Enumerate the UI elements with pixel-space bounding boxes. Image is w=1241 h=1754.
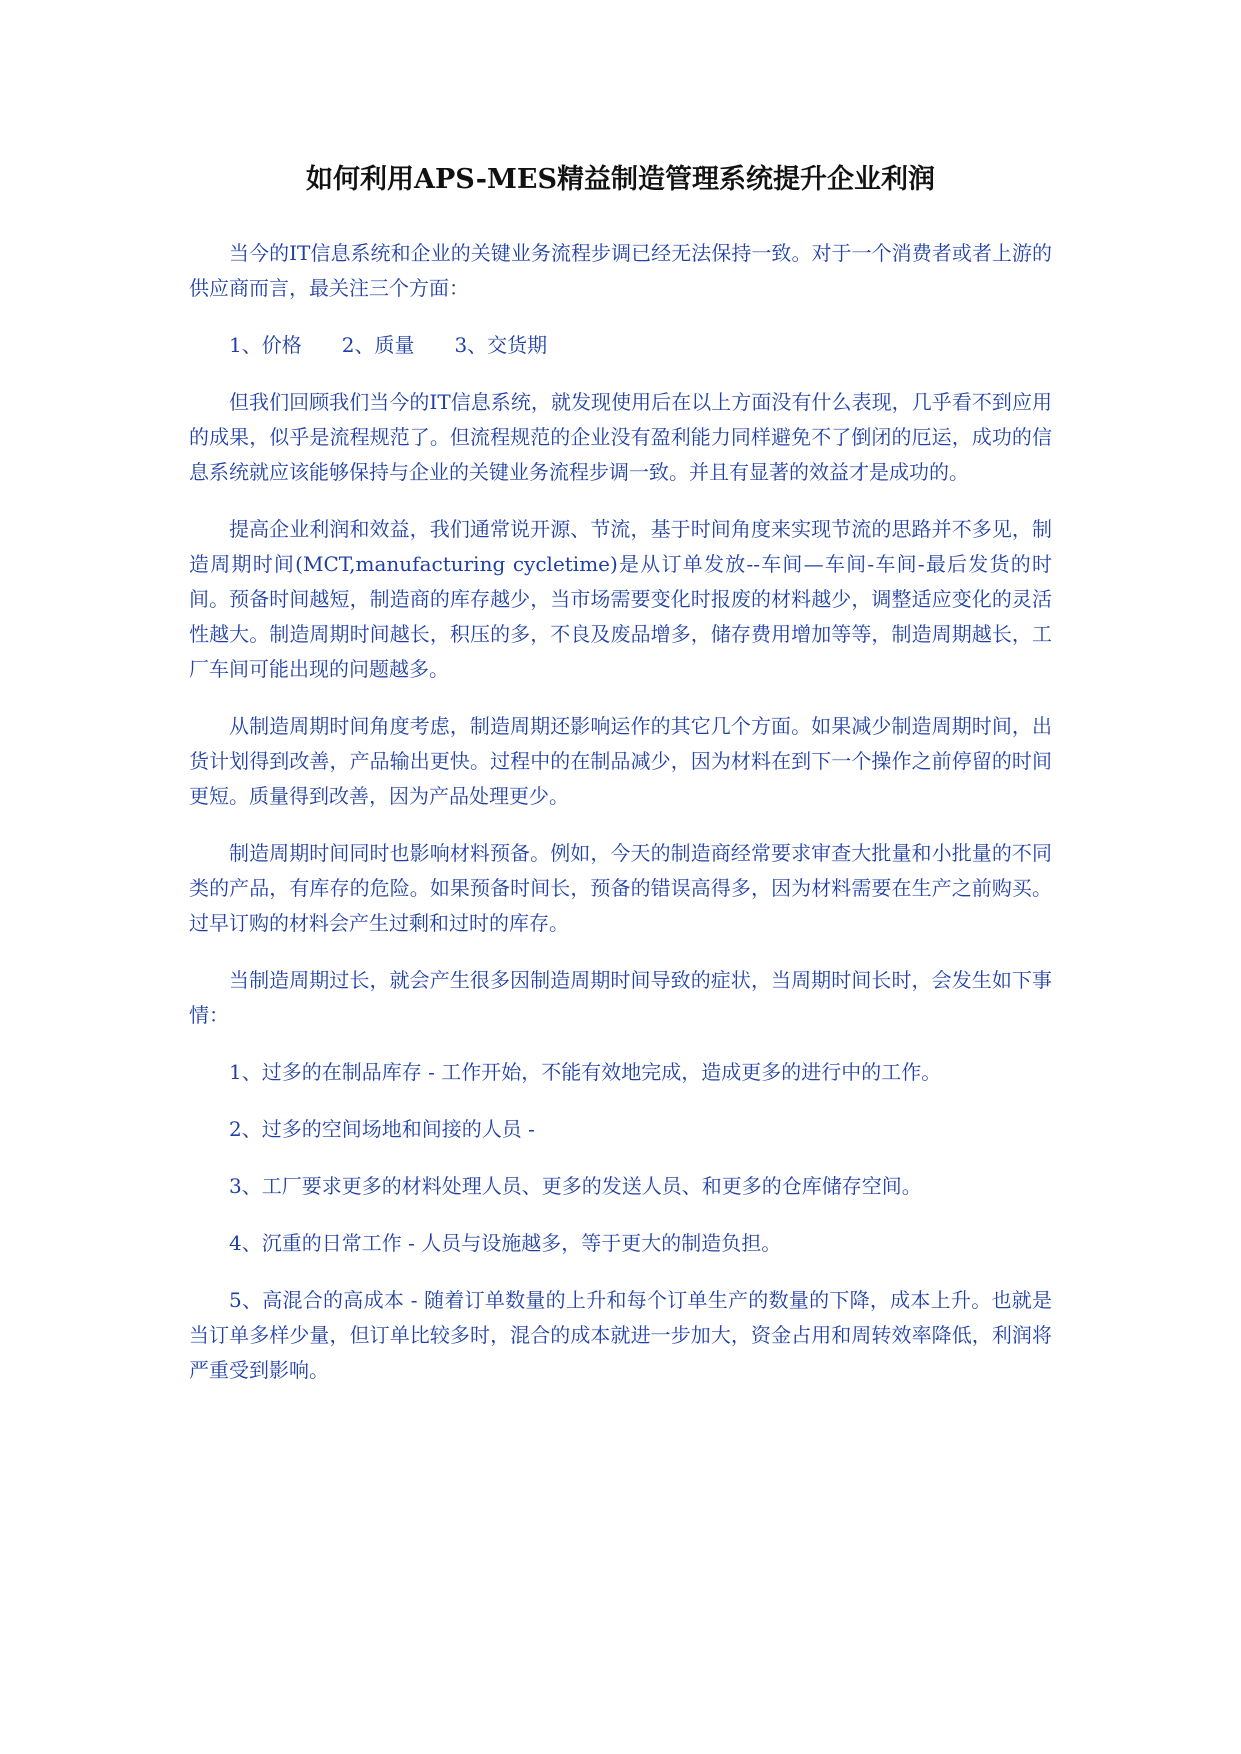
- paragraph-cycle-impact: 从制造周期时间角度考虑，制造周期还影响运作的其它几个方面。如果减少制造周期时间，出货计划得到改善，产品输出更快。过程中的在制品减少，因为材料在到下一个操作之前停留的时间更短。质量得到改善，因为产品处理更少。: [189, 714, 1052, 808]
- paragraph-profit-mct: 提高企业利润和效益，我们通常说开源、节流，基于时间角度来实现节流的思路并不多见，制造周期时间(MCT,manufacturing cycletime)是从订单发放--车间—车间-车间-最后发货的时间。预备时间越短，制造商的库存越少，当市场需要变化时报废的材料越少，调整适应变化的灵活性越大。制造周期时间越长，积压的多，不良及废品增多，储存费用增加等等，制造周期越长，工厂车间可能出现的问题越多。: [189, 517, 1052, 681]
- list-item-space-staff: 2、过多的空间场地和间接的人员 -: [229, 1117, 535, 1141]
- paragraph-material-prep: 制造周期时间同时也影响材料预备。例如，今天的制造商经常要求审查大批量和小批量的不同类的产品，有库存的危险。如果预备时间长，预备的错误高得多，因为材料需要在生产之前购买。过早订购的材料会产生过剩和过时的库存。: [189, 841, 1052, 935]
- list-item-material-handling: 3、工厂要求更多的材料处理人员、更多的发送人员、和更多的仓库储存空间。: [229, 1174, 922, 1198]
- paragraph-intro: 当今的IT信息系统和企业的关键业务流程步调已经无法保持一致。对于一个消费者或者上游的供应商而言，最关注三个方面：: [189, 241, 1052, 300]
- paragraph-it-review: 但我们回顾我们当今的IT信息系统，就发现使用后在以上方面没有什么表现，几乎看不到应用的成果，似乎是流程规范了。但流程规范的企业没有盈利能力同样避免不了倒闭的厄运，成功的信息系统就应该能够保持与企业的关键业务流程步调一致。并且有显著的效益才是成功的。: [189, 390, 1052, 484]
- list-item-wip-inventory: 1、过多的在制品库存 - 工作开始，不能有效地完成，造成更多的进行中的工作。: [229, 1060, 942, 1084]
- list-item-high-mix-cost: 5、高混合的高成本 - 随着订单数量的上升和每个订单生产的数量的下降，成本上升。也就是当订单多样少量，但订单比较多时，混合的成本就进一步加大，资金占用和周转效率降低，利润将严重受到影响。: [189, 1288, 1052, 1382]
- paragraph-focus-list: 1、价格 2、质量 3、交货期: [229, 333, 548, 357]
- document-title: 如何利用APS-MES精益制造管理系统提升企业利润: [306, 164, 935, 195]
- document-body: [189, 236, 1052, 1410]
- list-item-daily-work: 4、沉重的日常工作 - 人员与设施越多，等于更大的制造负担。: [229, 1231, 782, 1255]
- paragraph-symptoms-intro: 当制造周期过长，就会产生很多因制造周期时间导致的症状，当周期时间长时，会发生如下事情：: [189, 968, 1052, 1027]
